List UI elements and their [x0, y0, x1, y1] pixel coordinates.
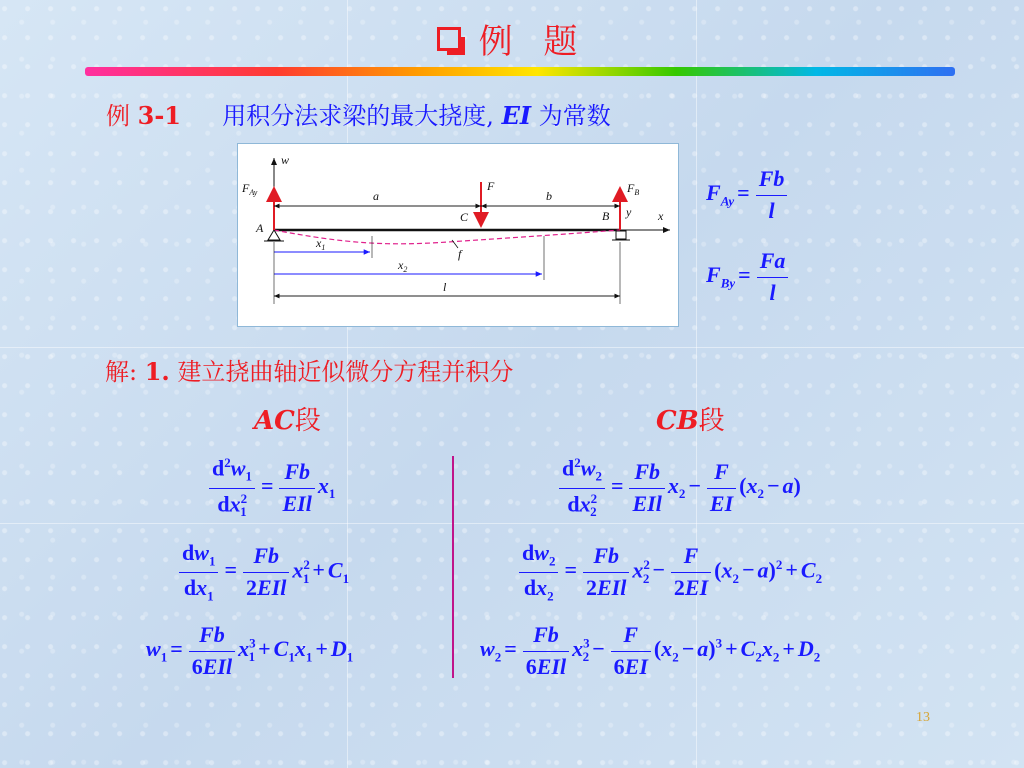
problem-suffix: 为常数 — [538, 102, 611, 130]
page-number: 13 — [916, 710, 930, 725]
pin-support-a — [268, 230, 280, 240]
coordinate-x2-label: $x_2$ — [398, 258, 408, 274]
slide-title-text: 例 题 — [478, 22, 588, 62]
point-b-label: B — [602, 209, 610, 223]
ac-slope-equation: $\frac{dw_1}{dx_1}$ = $\frac{Fb}{\text{2EIl}}$ $x^2_1 + C_1$ — [176, 540, 349, 605]
beam-diagram-svg — [238, 144, 678, 326]
background-gridline — [0, 523, 1024, 524]
problem-number: 3-1 — [137, 101, 181, 130]
reaction-fay-label: $F_{Ay}$ — [242, 181, 258, 197]
x-axis-label: x — [658, 209, 664, 223]
solution-step-heading — [105, 352, 513, 387]
segment-divider — [452, 456, 454, 678]
background-gridline — [0, 347, 1024, 348]
beam-diagram — [237, 143, 679, 327]
dimension-a-label: a — [373, 189, 379, 203]
solution-step-number: 1. — [144, 357, 170, 386]
coordinate-x1-label: $x_1$ — [316, 236, 326, 252]
problem-statement — [106, 96, 611, 131]
cb-slope-equation: $\frac{dw_2}{dx_2}$ = $\frac{Fb}{\text{2EIl}}$ $x^2_2$ − $\frac{F}{2EI}$ $(x_2 - a)^2 + C_2$ — [516, 540, 822, 605]
span-length-label: l — [443, 280, 447, 294]
segment-ac-heading: AC段 — [254, 406, 321, 436]
dimension-b-label: b — [546, 189, 552, 203]
cb-curvature-equation: $\frac{d^2w_2}{dx^2_2}$ = $\frac{Fb}{\text{EIl}}$ $x_2$ − $\frac{F}{EI}$ $(x_2 - a)$ — [556, 455, 801, 520]
deflection-curve — [274, 230, 620, 244]
problem-text: 用积分法求梁的最大挠度, — [222, 102, 494, 130]
reaction-fb-label: $F_B$ — [627, 181, 640, 197]
y-label: y — [626, 205, 632, 219]
point-a-label: A — [256, 221, 264, 235]
square-bullet-icon — [437, 27, 461, 51]
solution-step-text: 建立挠曲轴近似微分方程并积分 — [177, 358, 514, 386]
problem-label: 例 — [106, 102, 130, 130]
reaction-fay-equation: $F_{Ay}$ = $\frac{Fb}{l}$ — [706, 166, 790, 224]
segment-cb-heading: CB段 — [656, 406, 725, 436]
reaction-fby-equation: $F_{By}$ = $\frac{Fa}{l}$ — [706, 248, 791, 306]
slide-title — [0, 14, 1024, 63]
ac-deflection-equation: $w_1$ = $\frac{Fb}{\text{6EIl}}$ $x^3_1 + C_1x_1 + D_1$ — [146, 622, 354, 679]
stiffness-symbol: EI — [501, 101, 532, 130]
title-underline-rainbow — [85, 67, 955, 76]
cb-deflection-equation: $w_2$ = $\frac{Fb}{\text{6EIl}}$ $x^3_2$ − $\frac{F}{6EI}$ $(x_2 - a)^3 + C_2x_2 + D_2$ — [480, 622, 821, 679]
ac-curvature-equation: $\frac{d^2w_1}{dx^2_1}$ = $\frac{Fb}{\text{EIl}}$ $x_1$ — [206, 455, 335, 520]
load-f-label: F — [487, 179, 495, 193]
solution-label: 解: — [105, 358, 138, 386]
max-deflection-label: f — [458, 247, 462, 261]
roller-support-b — [616, 231, 626, 239]
w-axis-label: w — [281, 153, 290, 167]
point-c-label: C — [460, 210, 469, 224]
